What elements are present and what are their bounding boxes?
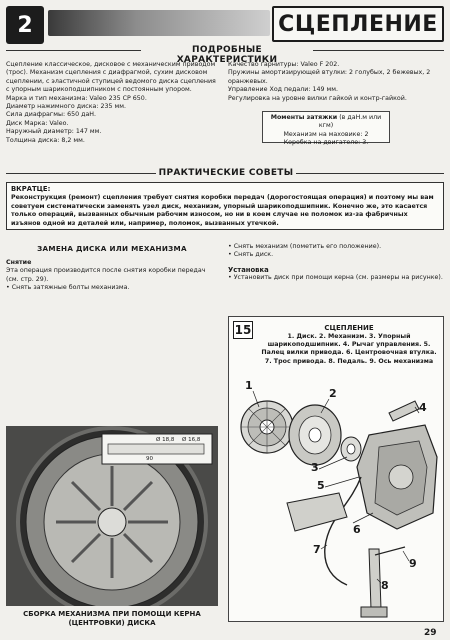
specs-right-column	[228, 61, 444, 103]
summary-title: ВКРАТЦЕ:	[11, 185, 51, 193]
diagram-label: 8	[381, 579, 389, 592]
clutch-diagram	[228, 316, 444, 622]
divider	[313, 50, 444, 51]
torque-unit: (в даН.м или кгм)	[318, 114, 382, 130]
replacement-right-column	[228, 243, 444, 283]
specs-left-column	[6, 61, 218, 145]
photo-caption: СБОРКА МЕХАНИЗМА ПРИ ПОМОЩИ КЕРНА (ЦЕНТРОВКИ) ДИСКА	[23, 610, 201, 627]
divider	[296, 173, 444, 174]
spec-line: Сила диафрагмы: 650 даН.	[6, 111, 97, 119]
diagram-label: 9	[409, 557, 417, 570]
torque-title-line	[263, 114, 389, 131]
removal-block	[6, 259, 218, 293]
pedal-bracket-drawing	[287, 493, 347, 531]
spec-line: Диск Марка: Valeo.	[6, 119, 69, 127]
specs-heading: ПОДРОБНЫЕ ХАРАКТЕРИСТИКИ	[176, 45, 278, 65]
pressure-plate-drawing	[289, 405, 341, 465]
install-title: Установка	[228, 265, 269, 274]
spec-line: Сцепление классическое, дисковое с механическим приводом (трос). Механизм сцепления с диафрагмой, сухим дисковом сцеплении, с эластичной ступицей ведомого диска сцепления с упорным шарикоподшипником с постоянным упором.	[6, 61, 216, 94]
right-bullet: • Снять диск.	[228, 251, 274, 259]
spec-line: Качество гарнитуры: Valeo F 202.	[228, 61, 340, 68]
figure-title: СЦЕПЛЕНИЕ	[324, 324, 374, 332]
spec-line: Толщина диска: 8,2 мм.	[6, 136, 85, 144]
removal-bullet: • Снять затяжные болты механизма.	[6, 284, 130, 292]
clutch-assembly-photo	[6, 426, 218, 606]
practical-heading: ПРАКТИЧЕСКИЕ СОВЕТЫ	[158, 168, 294, 178]
spec-line: Наружный диаметр: 147 мм.	[6, 128, 102, 136]
spec-line: Регулировка на уровне вилки гайкой и контр-гайкой.	[228, 94, 407, 102]
diagram-label: 5	[317, 479, 325, 492]
tool-dimension: 90	[146, 456, 153, 462]
summary-box	[6, 182, 444, 230]
torque-row: Механизм на маховике: 2	[283, 130, 369, 138]
diagram-label: 7	[313, 543, 321, 556]
removal-text: Эта операция производится после снятия коробки передач (см. стр. 29).	[6, 267, 206, 283]
divider	[6, 173, 156, 174]
diagram-label: 6	[353, 523, 361, 536]
tool-dimension: Ø 16,8	[182, 437, 201, 443]
figure-number: 15	[234, 323, 252, 337]
install-bullet: • Установить диск при помощи керна (см. размеры на рисунке).	[228, 274, 443, 282]
diagram-label: 2	[329, 387, 337, 400]
spec-line: Пружины амортизирующей втулки: 2 голубых, 2 бежевых, 2 оранжевых.	[228, 69, 431, 85]
removal-title: Снятие	[6, 259, 32, 266]
figure-legend: 1. Диск. 2. Механизм. 3. Упорный шарикоподшипник. 4. Рычаг управления. 5. Палец вилки привода. 6. Центровочная втулка. 7. Трос привода. 8. Педаль. 9. Ось механизма	[261, 333, 437, 365]
release-bearing-drawing	[341, 437, 361, 461]
torque-row: Коробка на двигателе: 3.	[283, 139, 369, 147]
torque-title: Моменты затяжки	[270, 114, 338, 121]
divider	[6, 50, 141, 51]
chapter-number-badge: 2	[6, 6, 44, 44]
tool-dimension: Ø 18,8	[156, 437, 175, 443]
spec-line: Марка и тип механизма: Valeo 235 CP 650.	[6, 94, 147, 102]
summary-text: Реконструкция (ремонт) сцепления требует снятия коробки передач (дорогостоящая операция) и поэтому мы вам советуем систематически заменять узел диск, механизм, упорный шарикоподшипник. Конечно же, это касается только операций, вызванных обычным рабочим износом, но ни в коем случае не поломок из-за фабричных изъянов одной из деталей или, например, поломок, вызванных утечкой.	[11, 194, 434, 227]
right-bullet: • Снять механизм (пометить его положение).	[228, 243, 382, 250]
torque-box	[262, 111, 390, 147]
spec-line: Управление Ход педали: 149 мм.	[228, 86, 338, 94]
diagram-label: 4	[419, 401, 427, 414]
header-decoration	[48, 10, 270, 36]
photo-illustration	[6, 426, 218, 606]
gearbox-housing-drawing	[357, 425, 437, 529]
clutch-disc-drawing	[241, 401, 293, 453]
chapter-title: СЦЕПЛЕНИЕ	[272, 6, 444, 42]
spec-line: Диаметр нажимного диска: 235 мм.	[6, 103, 127, 111]
replacement-heading: ЗАМЕНА ДИСКА ИЛИ МЕХАНИЗМА	[37, 244, 187, 253]
diagram-label: 3	[311, 461, 319, 474]
page-number: 29	[424, 628, 437, 638]
release-lever-drawing	[389, 401, 419, 421]
diagram-label: 1	[245, 379, 253, 392]
